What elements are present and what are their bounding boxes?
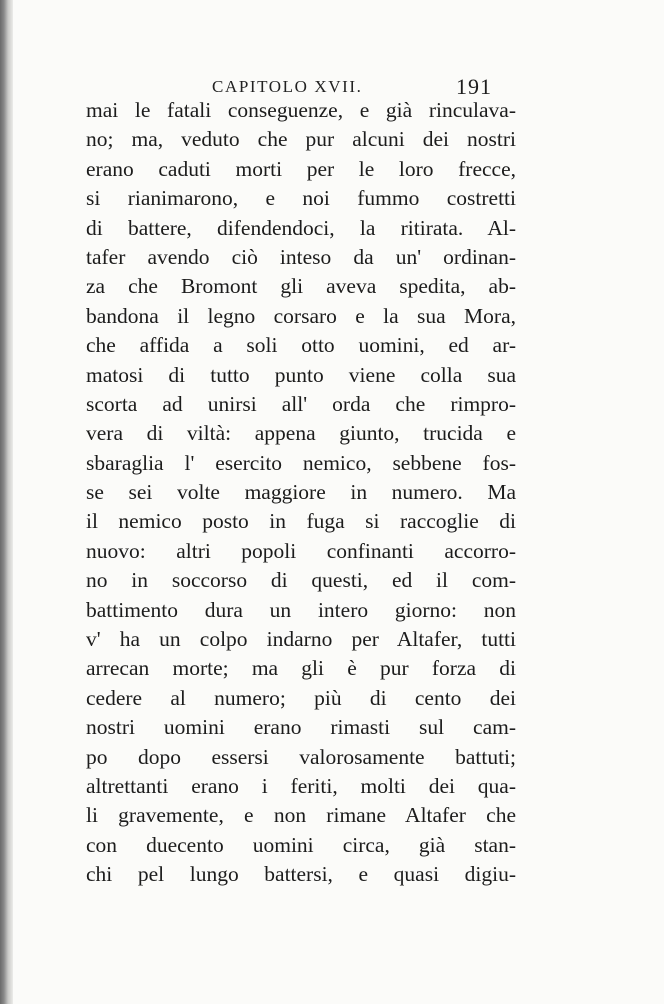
text-line: sbaraglia l' esercito nemico, sebbene fos- [86,450,516,475]
body-text [86,96,516,890]
text-line: bandona il legno corsaro e la sua Mora, [86,303,516,328]
text-line: no; ma, veduto che pur alcuni dei nostri [86,127,516,152]
text-line: nostri uomini erano rimasti sul cam- [86,715,516,740]
text-line: po dopo essersi valorosamente battuti; [86,744,516,769]
page-number: 191 [456,74,492,99]
page-binding-edge [0,0,13,1004]
chapter-title: CAPITOLO XVII. [212,77,363,96]
text-line: chi pel lungo battersi, e quasi digiu- [86,862,516,887]
text-line: il nemico posto in fuga si raccoglie di [86,509,516,534]
text-line: altrettanti erano i feriti, molti dei qua- [86,773,516,798]
text-line: cedere al numero; più di cento dei [86,685,516,710]
text-line: no in soccorso di questi, ed il com- [86,568,516,593]
text-line: tafer avendo ciò inteso da un' ordinan- [86,244,516,269]
text-line: li gravemente, e non rimane Altafer che [86,803,516,828]
text-line: mai le fatali conseguenze, e già rinculava- [86,98,516,122]
text-line: con duecento uomini circa, già stan- [86,832,516,857]
text-line: za che Bromont gli aveva spedita, ab- [86,274,516,299]
text-line: di battere, difendendoci, la ritirata. Al- [86,215,516,240]
text-line: arrecan morte; ma gli è pur forza di [86,656,516,681]
text-line: matosi di tutto punto viene colla sua [86,362,516,387]
text-line: nuovo: altri popoli confinanti accorro- [86,538,516,563]
text-line: si rianimarono, e noi fummo costretti [86,186,516,211]
text-line: v' ha un colpo indarno per Altafer, tutti [86,627,516,652]
text-line: vera di viltà: appena giunto, trucida e [86,421,516,446]
text-line: erano caduti morti per le loro frecce, [86,156,516,181]
text-line: battimento dura un intero giorno: non [86,597,516,622]
text-line: se sei volte maggiore in numero. Ma [86,480,516,505]
text-line: che affida a soli otto uomini, ed ar- [86,333,516,358]
text-line: scorta ad unirsi all' orda che rimpro- [86,391,516,416]
